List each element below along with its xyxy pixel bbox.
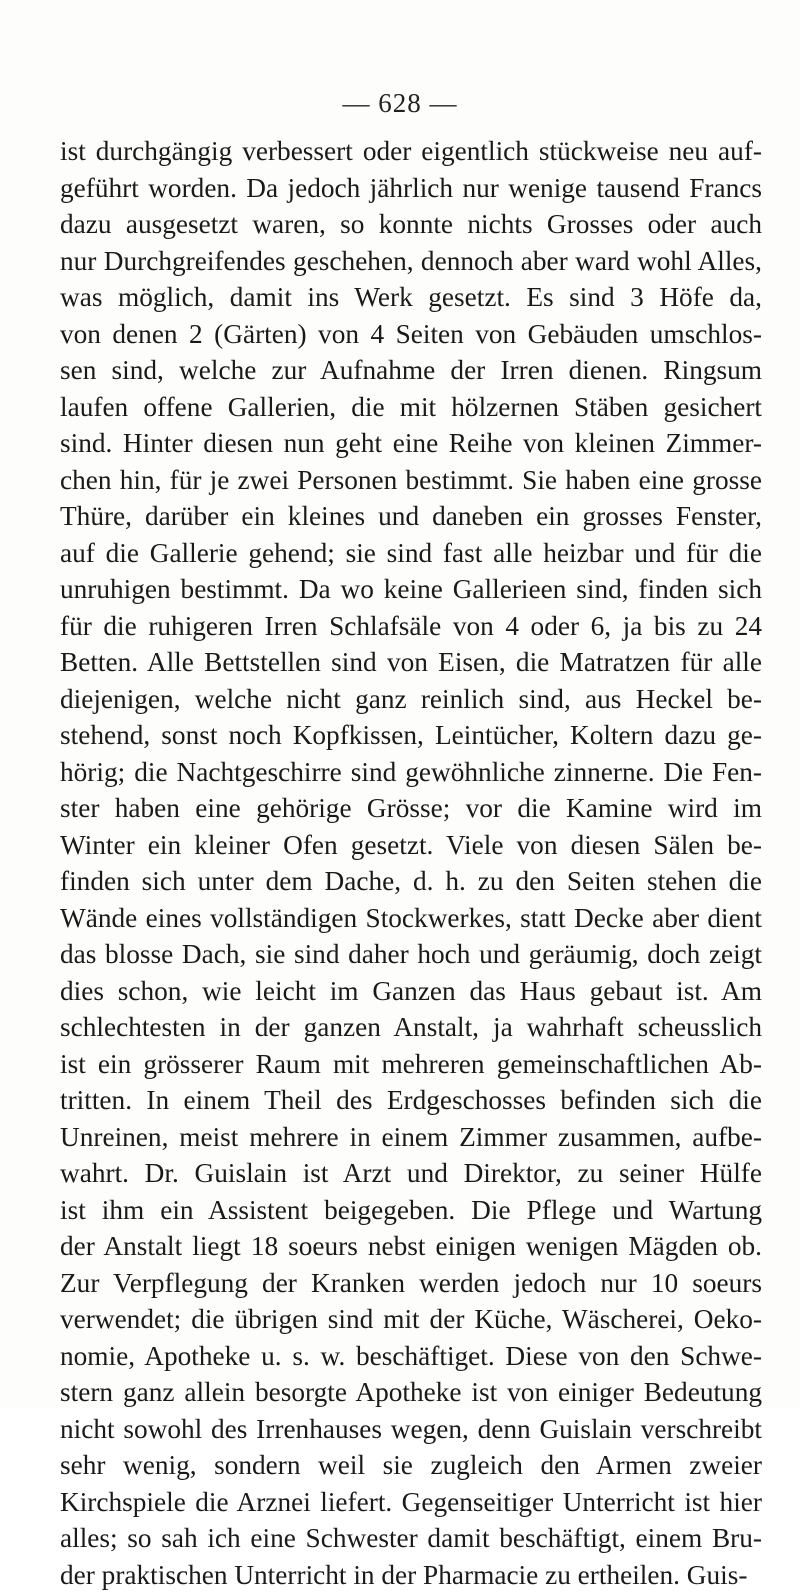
text-line: Kirchspiele die Arznei liefert. Gegenseitiger Unterricht ist hier xyxy=(60,1484,762,1521)
text-line: unruhigen bestimmt. Da wo keine Gallerieen sind, finden sich xyxy=(60,571,762,608)
page-number: — 628 — xyxy=(0,88,800,119)
text-line: was möglich, damit ins Werk gesetzt. Es sind 3 Höfe da, xyxy=(60,279,762,316)
text-line: diejenigen, welche nicht ganz reinlich sind, aus Heckel be- xyxy=(60,681,762,718)
text-line: auf die Gallerie gehend; sie sind fast alle heizbar und für die xyxy=(60,535,762,572)
text-line: Betten. Alle Bettstellen sind von Eisen, die Matratzen für alle xyxy=(60,644,762,681)
text-line: Wände eines vollständigen Stockwerkes, statt Decke aber dient xyxy=(60,900,762,937)
text-line: für die ruhigeren Irren Schlafsäle von 4 oder 6, ja bis zu 24 xyxy=(60,608,762,645)
text-line: stern ganz allein besorgte Apotheke ist von einiger Bedeutung xyxy=(60,1374,762,1411)
text-line: wahrt. Dr. Guislain ist Arzt und Direktor, zu seiner Hülfe xyxy=(60,1155,762,1192)
text-line: das blosse Dach, sie sind daher hoch und geräumig, doch zeigt xyxy=(60,936,762,973)
text-line: sind. Hinter diesen nun geht eine Reihe von kleinen Zimmer- xyxy=(60,425,762,462)
text-line: sen sind, welche zur Aufnahme der Irren dienen. Ringsum xyxy=(60,352,762,389)
text-line: dies schon, wie leicht im Ganzen das Haus gebaut ist. Am xyxy=(60,973,762,1010)
text-line: hörig; die Nachtgeschirre sind gewöhnliche zinnerne. Die Fen- xyxy=(60,754,762,791)
text-line: Winter ein kleiner Ofen gesetzt. Viele von diesen Sälen be- xyxy=(60,827,762,864)
text-line: von denen 2 (Gärten) von 4 Seiten von Gebäuden umschlos- xyxy=(60,316,762,353)
text-line: alles; so sah ich eine Schwester damit beschäftigt, einem Bru- xyxy=(60,1520,762,1557)
text-line: der Anstalt liegt 18 soeurs nebst einigen wenigen Mägden ob. xyxy=(60,1228,762,1265)
text-line: Thüre, darüber ein kleines und daneben ein grosses Fenster, xyxy=(60,498,762,535)
text-line: ist ihm ein Assistent beigegeben. Die Pflege und Wartung xyxy=(60,1192,762,1229)
text-line: geführt worden. Da jedoch jährlich nur wenige tausend Francs xyxy=(60,170,762,207)
text-line: Unreinen, meist mehrere in einem Zimmer zusammen, aufbe- xyxy=(60,1119,762,1156)
text-line: schlechtesten in der ganzen Anstalt, ja wahrhaft scheusslich xyxy=(60,1009,762,1046)
text-line: ster haben eine gehörige Grösse; vor die Kamine wird im xyxy=(60,790,762,827)
text-line: sehr wenig, sondern weil sie zugleich den Armen zweier xyxy=(60,1447,762,1484)
text-line: stehend, sonst noch Kopfkissen, Leintücher, Koltern dazu ge- xyxy=(60,717,762,754)
text-line: Zur Verpflegung der Kranken werden jedoch nur 10 soeurs xyxy=(60,1265,762,1302)
text-line: chen hin, für je zwei Personen bestimmt. Sie haben eine grosse xyxy=(60,462,762,499)
text-line: ist ein grösserer Raum mit mehreren gemeinschaftlichen Ab- xyxy=(60,1046,762,1083)
text-line: dazu ausgesetzt waren, so konnte nichts Grosses oder auch xyxy=(60,206,762,243)
text-line: nomie, Apotheke u. s. w. beschäftiget. Diese von den Schwe- xyxy=(60,1338,762,1375)
text-line: nicht sowohl des Irrenhauses wegen, denn Guislain verschreibt xyxy=(60,1411,762,1448)
body-text xyxy=(60,133,762,1593)
text-line: laufen offene Gallerien, die mit hölzernen Stäben gesichert xyxy=(60,389,762,426)
text-line: finden sich unter dem Dache, d. h. zu den Seiten stehen die xyxy=(60,863,762,900)
text-line: verwendet; die übrigen sind mit der Küche, Wäscherei, Oeko- xyxy=(60,1301,762,1338)
text-line: nur Durchgreifendes geschehen, dennoch aber ward wohl Alles, xyxy=(60,243,762,280)
text-line: der praktischen Unterricht in der Pharmacie zu ertheilen. Guis- xyxy=(60,1557,762,1593)
text-line: tritten. In einem Theil des Erdgeschosses befinden sich die xyxy=(60,1082,762,1119)
text-line: ist durchgängig verbessert oder eigentlich stückweise neu auf- xyxy=(60,133,762,170)
